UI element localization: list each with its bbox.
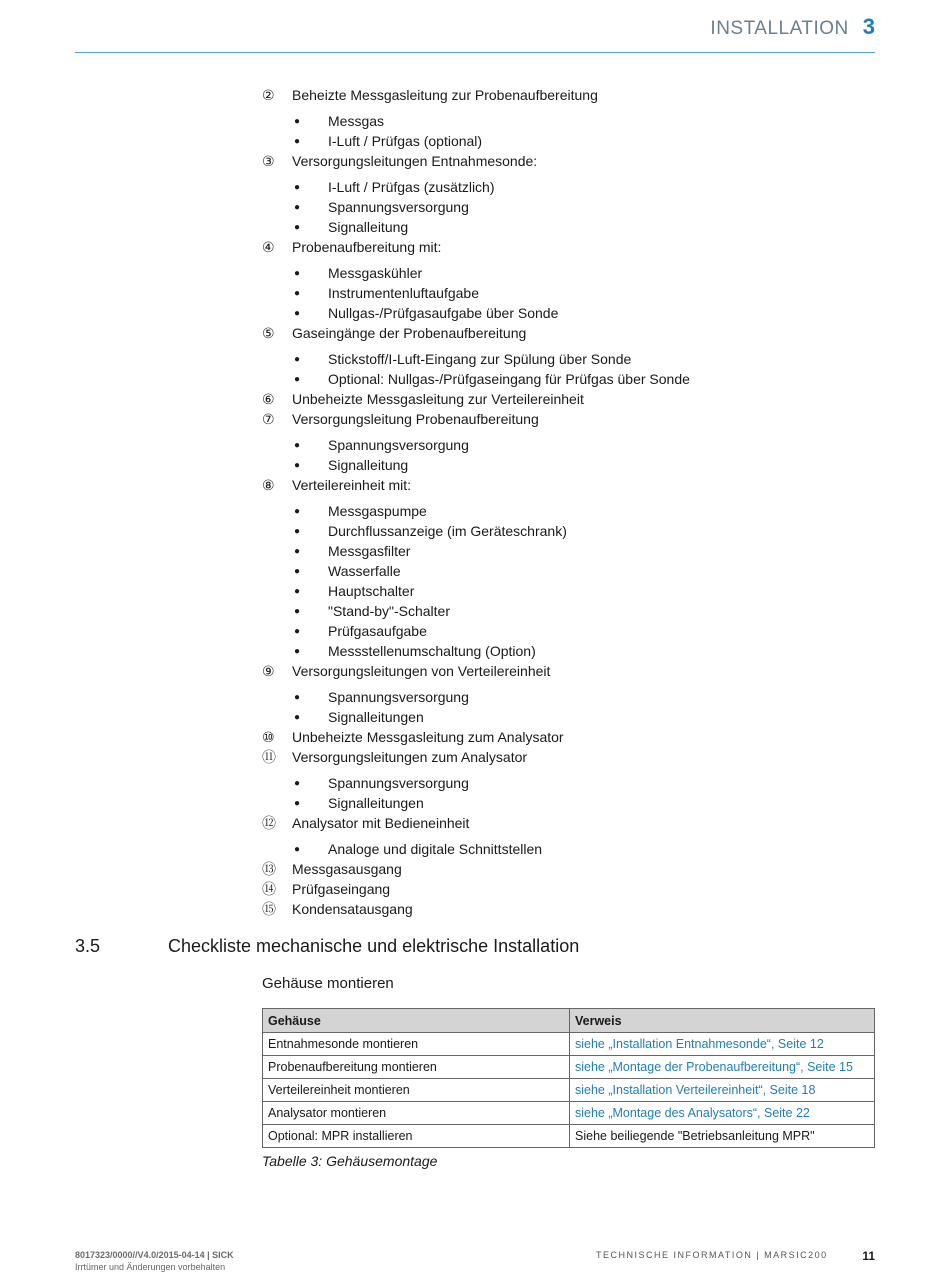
sub-item-label: I-Luft / Prüfgas (optional) [328, 133, 483, 149]
bullet-icon: ● [294, 181, 301, 193]
sub-item-label: Messgaspumpe [328, 503, 427, 519]
sub-item-label: Nullgas-/Prüfgasaufgabe über Sonde [328, 305, 559, 321]
legend-label: Analysator mit Bedieneinheit [292, 815, 470, 831]
bullet-icon: ● [294, 691, 301, 703]
page-header [710, 14, 875, 44]
bullet-icon: ● [294, 201, 301, 213]
sub-list [262, 501, 882, 661]
table-caption: Tabelle 3: Gehäusemontage [262, 1153, 438, 1169]
sub-item [262, 197, 882, 217]
table-cell-reference-link[interactable]: siehe „Montage des Analysators“, Seite 22 [570, 1102, 875, 1125]
bullet-icon: ● [294, 505, 301, 517]
legend-label: Versorgungsleitungen Entnahmesonde: [292, 153, 538, 169]
legend-number: ⑦ [262, 410, 275, 427]
footer-left [75, 1249, 234, 1273]
sub-item [262, 687, 882, 707]
section-number: 3.5 [75, 936, 101, 956]
sub-list [262, 263, 882, 323]
sub-list [262, 111, 882, 151]
section-heading [75, 936, 875, 957]
bullet-icon: ● [294, 439, 301, 451]
bullet-icon: ● [294, 777, 301, 789]
bullet-icon: ● [294, 605, 301, 617]
legend-label: Unbeheizte Messgasleitung zur Verteilereinheit [292, 391, 584, 407]
sub-list [262, 349, 882, 389]
sub-item-label: Signalleitungen [328, 709, 424, 725]
table-header-reference: Verweis [570, 1009, 875, 1033]
bullet-icon: ● [294, 287, 301, 299]
legend-label: Messgasausgang [292, 861, 402, 877]
sub-item [262, 455, 882, 475]
sub-item-label: Messgasfilter [328, 543, 411, 559]
bullet-icon: ● [294, 459, 301, 471]
sub-item [262, 793, 882, 813]
footer-doc-id: 8017323/0000//V4.0/2015-04-14 | SICK [75, 1250, 234, 1260]
sub-item [262, 581, 882, 601]
sub-list [262, 839, 882, 859]
sub-item [262, 773, 882, 793]
sub-item [262, 263, 882, 283]
table-cell-task: Optional: MPR installieren [263, 1125, 570, 1148]
sub-item [262, 349, 882, 369]
legend-item [262, 899, 882, 919]
sub-item [262, 369, 882, 389]
sub-item-label: Spannungsversorgung [328, 199, 469, 215]
sub-item [262, 501, 882, 521]
sub-item-label: Prüfgasaufgabe [328, 623, 427, 639]
page-number: 11 [862, 1249, 875, 1263]
bullet-icon: ● [294, 711, 301, 723]
sub-item-label: Messgaskühler [328, 265, 423, 281]
legend-item [262, 389, 882, 409]
sub-item [262, 283, 882, 303]
legend-label: Verteilereinheit mit: [292, 477, 412, 493]
sub-item-label: Signalleitung [328, 219, 409, 235]
legend-item [262, 661, 882, 681]
bullet-icon: ● [294, 115, 301, 127]
sub-list [262, 687, 882, 727]
bullet-icon: ● [294, 267, 301, 279]
legend-number: ⑤ [262, 324, 275, 341]
sub-item [262, 621, 882, 641]
legend-number: ⑬ [262, 861, 276, 877]
sub-item-label: Wasserfalle [328, 563, 401, 579]
table-cell-reference: Siehe beiliegende "Betriebsanleitung MPR" [570, 1125, 875, 1148]
legend-item [262, 323, 882, 343]
sub-item [262, 177, 882, 197]
legend-label: Probenaufbereitung mit: [292, 239, 442, 255]
table-cell-task: Entnahmesonde montieren [263, 1033, 570, 1056]
sub-item [262, 521, 882, 541]
header-divider [75, 52, 875, 53]
bullet-icon: ● [294, 525, 301, 537]
bullet-icon: ● [294, 645, 301, 657]
table-row [263, 1102, 875, 1125]
legend-label: Versorgungsleitung Probenaufbereitung [292, 411, 539, 427]
table-row [263, 1125, 875, 1148]
sub-item-label: Messgas [328, 113, 385, 129]
table-header-housing: Gehäuse [263, 1009, 570, 1033]
bullet-icon: ● [294, 373, 301, 385]
bullet-icon: ● [294, 307, 301, 319]
sub-item-label: Instrumentenluftaufgabe [328, 285, 479, 301]
table-cell-reference-link[interactable]: siehe „Installation Verteilereinheit“, Seite 18 [570, 1079, 875, 1102]
legend-item [262, 409, 882, 429]
sub-item [262, 111, 882, 131]
table-row [263, 1056, 875, 1079]
bullet-icon: ● [294, 843, 301, 855]
legend-list [262, 85, 882, 919]
sub-item [262, 601, 882, 621]
legend-label: Prüfgaseingang [292, 881, 391, 897]
table-cell-task: Analysator montieren [263, 1102, 570, 1125]
legend-number: ⑥ [262, 390, 275, 407]
legend-number: ⑭ [262, 881, 276, 897]
table-row [263, 1033, 875, 1056]
sub-list [262, 435, 882, 475]
sub-item [262, 839, 882, 859]
sub-item-label: I-Luft / Prüfgas (zusätzlich) [328, 179, 495, 195]
legend-number: ⑩ [262, 728, 275, 745]
table-header-row [263, 1009, 875, 1033]
legend-number: ④ [262, 238, 275, 255]
bullet-icon: ● [294, 135, 301, 147]
sub-item-label: Analoge und digitale Schnittstellen [328, 841, 543, 857]
sub-item-label: Messstellenumschaltung (Option) [328, 643, 536, 659]
legend-item [262, 859, 882, 879]
sub-item-label: Signalleitungen [328, 795, 424, 811]
bullet-icon: ● [294, 625, 301, 637]
legend-number: ⑮ [262, 901, 276, 917]
sub-item [262, 541, 882, 561]
legend-label: Versorgungsleitungen zum Analysator [292, 749, 528, 765]
sub-item-label: Spannungsversorgung [328, 437, 469, 453]
legend-item [262, 879, 882, 899]
sub-item [262, 435, 882, 455]
footer-disclaimer: Irrtümer und Änderungen vorbehalten [75, 1262, 226, 1272]
footer-center: TECHNISCHE INFORMATION | MARSIC200 [596, 1250, 828, 1260]
bullet-icon: ● [294, 585, 301, 597]
legend-number: ⑧ [262, 476, 275, 493]
legend-number: ② [262, 86, 275, 103]
bullet-icon: ● [294, 565, 301, 577]
sub-list [262, 177, 882, 237]
table-cell-task: Verteilereinheit montieren [263, 1079, 570, 1102]
legend-label: Unbeheizte Messgasleitung zum Analysator [292, 729, 564, 745]
sub-item [262, 641, 882, 661]
legend-label: Gaseingänge der Probenaufbereitung [292, 325, 527, 341]
sub-item [262, 217, 882, 237]
sub-item-label: Spannungsversorgung [328, 775, 469, 791]
bullet-icon: ● [294, 797, 301, 809]
legend-label: Beheizte Messgasleitung zur Probenaufbereitung [292, 87, 598, 103]
sub-item-label: "Stand-by"-Schalter [328, 603, 450, 619]
sub-item [262, 561, 882, 581]
sub-item-label: Durchflussanzeige (im Geräteschrank) [328, 523, 567, 539]
table-cell-task: Probenaufbereitung montieren [263, 1056, 570, 1079]
legend-item [262, 151, 882, 171]
bullet-icon: ● [294, 545, 301, 557]
legend-item [262, 475, 882, 495]
legend-label: Kondensatausgang [292, 901, 413, 917]
legend-item [262, 747, 882, 767]
sub-list [262, 773, 882, 813]
sub-item-label: Stickstoff/I-Luft-Eingang zur Spülung über Sonde [328, 351, 632, 367]
legend-item [262, 237, 882, 257]
legend-item [262, 813, 882, 833]
chapter-title: INSTALLATION [710, 18, 849, 39]
legend-item [262, 727, 882, 747]
bullet-icon: ● [294, 353, 301, 365]
sub-item-label: Signalleitung [328, 457, 409, 473]
subheading: Gehäuse montieren [262, 975, 394, 992]
legend-number: ⑨ [262, 662, 275, 679]
sub-item-label: Hauptschalter [328, 583, 415, 599]
legend-number: ⑪ [262, 749, 276, 765]
sub-item [262, 303, 882, 323]
legend-item [262, 85, 882, 105]
legend-number: ⑫ [262, 815, 276, 831]
legend-label: Versorgungsleitungen von Verteilereinheit [292, 663, 551, 679]
table-cell-reference-link[interactable]: siehe „Installation Entnahmesonde“, Seite 12 [570, 1033, 875, 1056]
legend-number: ③ [262, 152, 275, 169]
table-row [263, 1079, 875, 1102]
sub-item [262, 131, 882, 151]
sub-item-label: Spannungsversorgung [328, 689, 469, 705]
sub-item-label: Optional: Nullgas-/Prüfgaseingang für Prüfgas über Sonde [328, 371, 690, 387]
bullet-icon: ● [294, 221, 301, 233]
section-title: Checkliste mechanische und elektrische Installation [168, 936, 580, 956]
sub-item [262, 707, 882, 727]
installation-table [262, 1008, 875, 1148]
chapter-number: 3 [862, 14, 875, 39]
table-cell-reference-link[interactable]: siehe „Montage der Probenaufbereitung“, Seite 15 [570, 1056, 875, 1079]
